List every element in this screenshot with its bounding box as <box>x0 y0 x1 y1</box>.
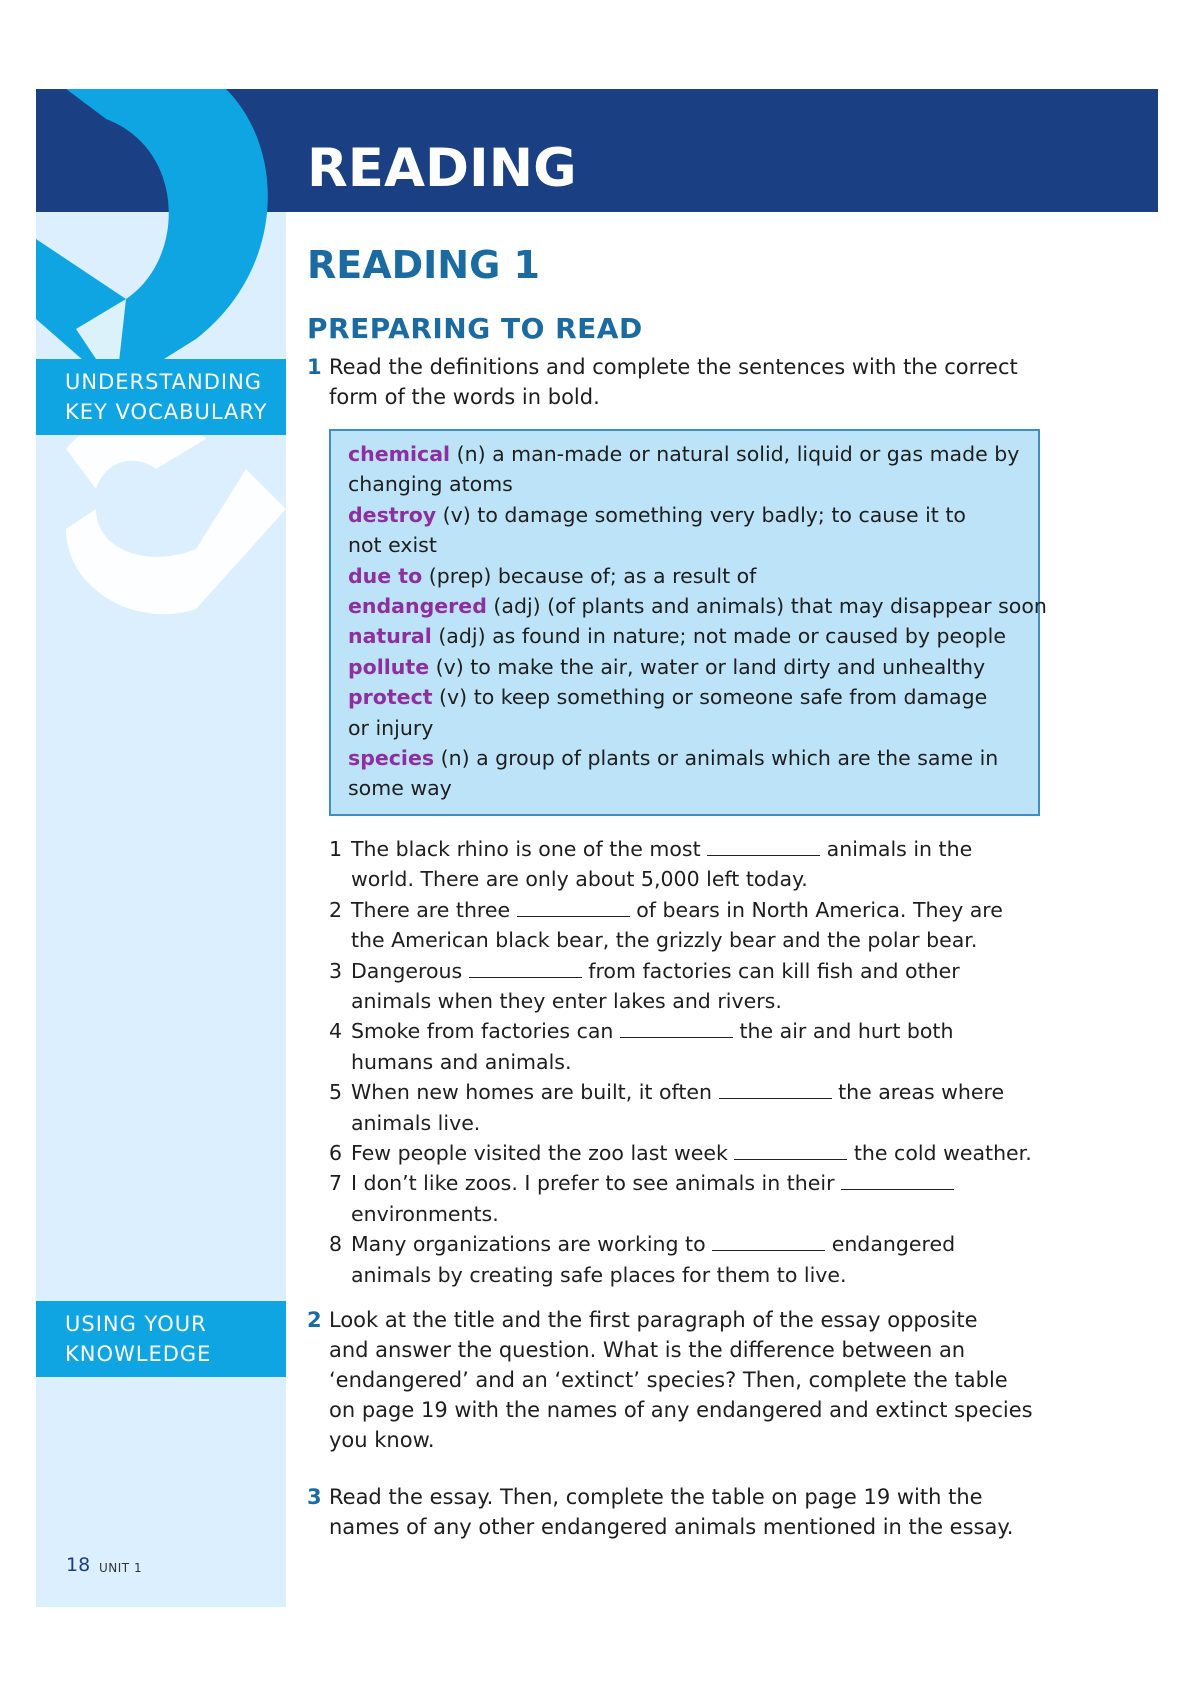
vocab-word: protect <box>348 685 433 710</box>
sentence-text: Dangerous <box>351 958 463 983</box>
definition-entry <box>348 682 1023 712</box>
sentence-continuation: humans and animals. <box>351 1049 572 1074</box>
sentence-item <box>329 834 1069 895</box>
section-title: READING 1 <box>307 243 540 287</box>
answer-blank[interactable] <box>707 840 820 856</box>
task-1 <box>307 352 1067 412</box>
definition-entry <box>348 743 1023 773</box>
vocab-word: due to <box>348 563 423 588</box>
definition-text: (n) a man-made or natural solid, liquid or gas made by <box>450 442 1020 466</box>
sentence-item <box>329 895 1069 956</box>
sentence-number: 4 <box>329 1019 343 1044</box>
sentence-text: There are three <box>351 897 511 922</box>
task-number: 1 <box>307 355 322 379</box>
definition-entry <box>348 652 1023 682</box>
sentence-continuation: animals by creating safe places for them to live. <box>351 1262 847 1287</box>
answer-blank[interactable] <box>517 901 630 917</box>
sentence-continuation: animals when they enter lakes and rivers. <box>351 989 782 1014</box>
sentence-text: the air and hurt both <box>739 1019 954 1044</box>
answer-blank[interactable] <box>734 1144 847 1160</box>
sentence-continuation: the American black bear, the grizzly bear and the polar bear. <box>351 928 978 953</box>
task-text-line: and answer the question. What is the difference between an <box>329 1338 966 1362</box>
sidebar-label-line: KEY VOCABULARY <box>65 400 268 424</box>
sentence-text: When new homes are built, it often <box>351 1080 713 1105</box>
definition-continuation: changing atoms <box>348 472 513 497</box>
definition-text: (adj) as found in nature; not made or caused by people <box>431 624 1006 649</box>
sentence-text: the areas where <box>838 1080 1005 1105</box>
sentence-number: 7 <box>329 1171 343 1196</box>
definition-text: (v) to keep something or someone safe from damage <box>432 685 988 710</box>
definition-continuation: not exist <box>348 533 437 558</box>
sentence-number: 3 <box>329 958 343 983</box>
sentence-number: 1 <box>329 837 343 861</box>
page-title: READING <box>307 138 577 199</box>
sidebar-label-understanding-key-vocabulary <box>36 359 286 435</box>
definition-continuation: or injury <box>348 715 434 740</box>
definition-text: (n) a group of plants or animals which are the same in <box>434 746 999 771</box>
sidebar-label-line: UNDERSTANDING <box>65 370 263 394</box>
vocabulary-definitions-box <box>329 429 1047 816</box>
definition-entry <box>348 500 1023 530</box>
definition-entry <box>348 621 1023 651</box>
task-number: 2 <box>307 1308 322 1332</box>
sentence-text: animals in the <box>826 837 973 861</box>
unit-label: UNIT 1 <box>99 1561 143 1575</box>
task-text-line: Read the essay. Then, complete the table on page 19 with the <box>329 1485 983 1509</box>
vocab-word: pollute <box>348 654 430 679</box>
definition-continuation: some way <box>348 776 452 801</box>
task-text-line: names of any other endangered animals mentioned in the essay. <box>329 1515 1014 1539</box>
sentence-text: Few people visited the zoo last week <box>351 1141 728 1166</box>
answer-blank[interactable] <box>469 962 582 978</box>
answer-blank[interactable] <box>841 1174 954 1190</box>
task-text-line: Look at the title and the first paragraph of the essay opposite <box>329 1308 978 1332</box>
gap-fill-sentences <box>329 834 1069 1290</box>
sentence-continuation: animals live. <box>351 1110 481 1135</box>
sentence-continuation: environments. <box>351 1201 499 1226</box>
section-subtitle: PREPARING TO READ <box>307 312 643 345</box>
sentence-text: from factories can kill fish and other <box>588 958 960 983</box>
sentence-text: I don’t like zoos. I prefer to see animals in their <box>351 1171 835 1196</box>
sentence-item <box>329 1077 1069 1138</box>
sentence-text: the cold weather. <box>853 1141 1032 1166</box>
definition-text: (prep) because of; as a result of <box>422 563 757 588</box>
sentence-number: 6 <box>329 1141 343 1166</box>
sentence-number: 8 <box>329 1232 343 1257</box>
definition-text: (adj) (of plants and animals) that may disappear soon <box>486 594 1047 619</box>
definition-text: (v) to damage something very badly; to cause it to <box>436 502 966 527</box>
answer-blank[interactable] <box>712 1235 825 1251</box>
sentence-item <box>329 1229 1069 1290</box>
definition-entry <box>348 591 1047 621</box>
task-text-line: ‘endangered’ and an ‘extinct’ species? Then, complete the table <box>329 1368 1008 1392</box>
sentence-item <box>329 1138 1069 1168</box>
sentence-item <box>329 956 1069 1017</box>
task-2 <box>307 1305 1067 1455</box>
vocab-word: species <box>348 746 435 771</box>
task-text-line: you know. <box>329 1428 435 1452</box>
definition-entry <box>348 561 1023 591</box>
answer-blank[interactable] <box>620 1022 733 1038</box>
sentence-item <box>329 1168 1069 1229</box>
sentence-text: endangered <box>831 1232 956 1257</box>
page-number: 18 <box>66 1554 91 1576</box>
sentence-number: 2 <box>329 897 343 922</box>
sentence-text: Many organizations are working to <box>351 1232 706 1257</box>
task-number: 3 <box>307 1485 322 1509</box>
task-text-line: Read the definitions and complete the sentences with the correct <box>329 355 1018 379</box>
sidebar-label-line: USING YOUR <box>65 1312 207 1336</box>
vocab-word: destroy <box>348 502 437 527</box>
definition-entry <box>348 439 1023 469</box>
sentence-number: 5 <box>329 1080 343 1105</box>
definition-text: (v) to make the air, water or land dirty and unhealthy <box>429 654 986 679</box>
sidebar-label-using-your-knowledge <box>36 1301 286 1377</box>
vocab-word: endangered <box>348 594 487 619</box>
task-3 <box>307 1482 1067 1542</box>
sentence-item <box>329 1016 1069 1077</box>
sidebar-label-line: KNOWLEDGE <box>65 1342 212 1366</box>
answer-blank[interactable] <box>719 1083 832 1099</box>
sentence-continuation: world. There are only about 5,000 left today. <box>351 867 808 892</box>
task-text-line: on page 19 with the names of any endangered and extinct species <box>329 1398 1033 1422</box>
vocab-word: natural <box>348 624 432 649</box>
task-text-line: form of the words in bold. <box>329 385 600 409</box>
vocab-word: chemical <box>348 442 451 466</box>
sentence-text: Smoke from factories can <box>351 1019 614 1044</box>
sentence-text: of bears in North America. They are <box>636 897 1003 922</box>
sentence-text: The black rhino is one of the most <box>351 837 701 861</box>
